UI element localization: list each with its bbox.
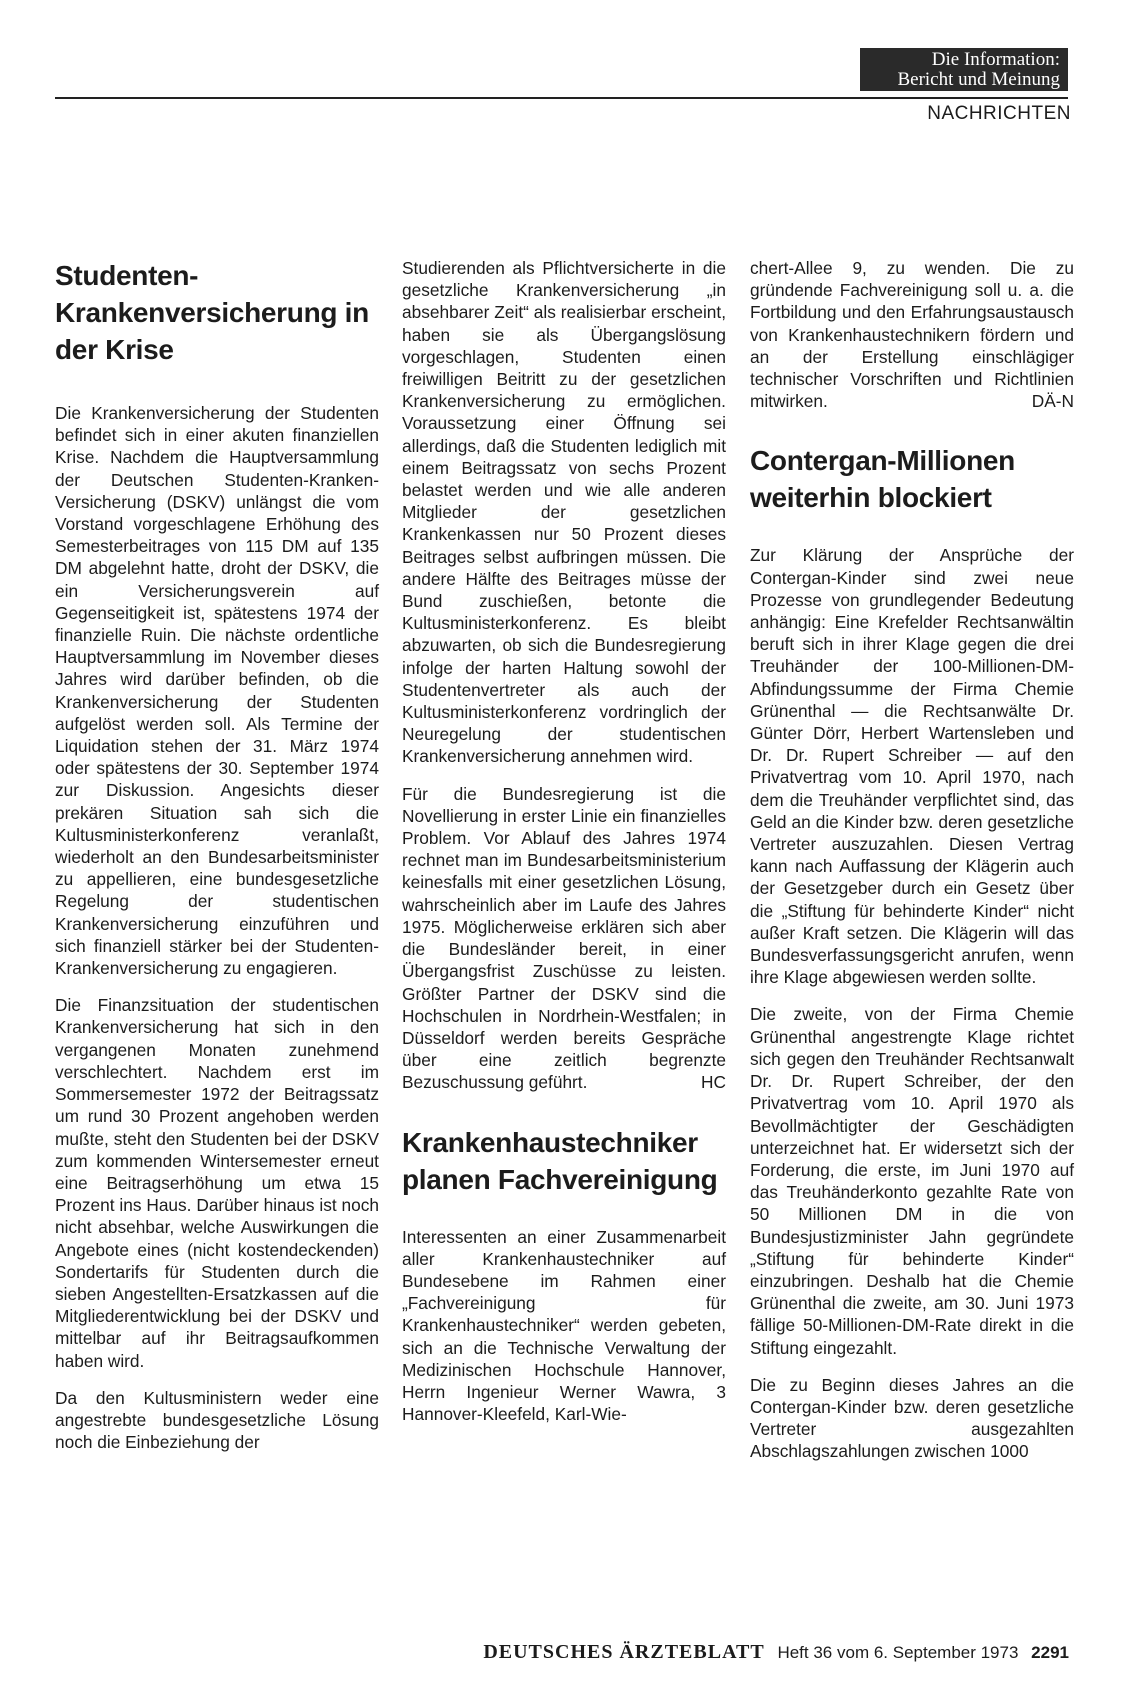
paragraph: Studierenden als Pflichtversicherte in die gesetzliche Krankenversicherung „in absehbarer Zeit“ als realisierbar erscheint, haben sie als Übergangslösung vorgeschlagen, Studenten einen freiwilligen Beitritt zu der gesetzlichen Krankenversicherung zu ermöglichen. Voraussetzung einer Öffnung sei allerdings, daß die Studenten lediglich mit einem Beitragssatz von sechs Prozent belastet werden und wie alle anderen Mitglieder der gesetzlichen Krankenkassen nur 50 Prozent dieses Beitrages selbst aufbringen müssen. Die andere Hälfte des Beitrages müsse der Bund zuschießen, betonte die Kultusministerkonferenz. Es bleibt abzuwarten, ob sich die Bundesregierung infolge der harten Haltung sowohl der Studentenvertreter als auch der Kultusministerkonferenz vordringlich der Neuregelung der studentischen Krankenversicherung annehmen wird. <box>402 258 726 767</box>
issue-info: Heft 36 vom 6. September 1973 <box>777 1643 1019 1662</box>
paragraph: Da den Kultusministern weder eine angestrebte bundesgesetzliche Lösung noch die Einbeziehung der <box>55 1387 379 1453</box>
paragraph: Die Krankenversicherung der Studenten befindet sich in einer akuten finanziellen Krise. Nachdem die Hauptversammlung der Deutschen Studenten-Kranken-Versicherung (DSKV) unlängst die vom Vorstand vorgeschlagene Erhöhung des Semesterbeitrages von 115 DM auf 135 DM abgelehnt hatte, droht der DSKV, die ein Versicherungsverein auf Gegenseitigkeit ist, spätestens 1974 der finanzielle Ruin. Die nächste ordentliche Hauptversammlung im November dieses Jahres wird darüber befinden, ob die Krankenversicherung der Studenten aufgelöst werden soll. Als Termine der Liquidation stehen der 31. März 1974 oder spätestens der 30. September 1974 zur Diskussion. Angesichts dieser prekären Situation sah sich die Kultusministerkonferenz veranlaßt, wiederholt an den Bundesarbeitsminister zu appellieren, eine bundesgesetzliche Regelung der studentischen Krankenversicherung einzuführen und sich finanziell stärker bei der Studenten-Krankenversicherung zu engagieren. <box>55 403 379 979</box>
column-3 <box>750 257 1074 1478</box>
page-footer <box>483 1641 1069 1664</box>
column-1 <box>55 257 379 1468</box>
paragraph: Die Finanzsituation der studentischen Krankenversicherung hat sich in den vergangenen Monaten zunehmend verschlechtert. Nachdem erst im Sommersemester 1972 der Beitragssatz um rund 30 Prozent angehoben werden mußte, steht den Studenten bei der DSKV zum kommenden Wintersemester erneut eine Beitragserhöhung um etwa 15 Prozent ins Haus. Darüber hinaus ist noch nicht absehbar, welche Auswirkungen die Angebote eines (nicht kostendeckenden) Sondertarifs für Studenten durch die sieben Angestellten-Ersatzkassen auf die Mitgliederentwicklung bei der DSKV und mittelbar auf ihr Beitragsaufkommen haben wird. <box>55 995 379 1371</box>
paragraph: Die zweite, von der Firma Chemie Grünenthal angestrengte Klage richtet sich gegen den Treuhänder Rechtsanwalt Dr. Dr. Rupert Schreiber, der den Privatvertrag vom 10. April 1970 als Bevollmächtigter der Geschädigten unterzeichnet hat. Er widersetzt sich der Forderung, die erste, im Juni 1970 auf das Treuhänderkonto gezahlte Rate von 50 Millionen DM in die von Bundesjustizminister Jahn gegründete „Stiftung für behinderte Kinder“ einzubringen. Deshalb hat die Chemie Grünenthal die zweite, am 30. Juni 1973 fällige 50-Millionen-DM-Rate direkt in die Stiftung eingezahlt. <box>750 1004 1074 1358</box>
page-number: 2291 <box>1031 1643 1069 1662</box>
rubric-box <box>860 48 1068 91</box>
paragraph <box>402 783 726 1094</box>
headline-contergan: Contergan-Millionen weiterhin blockiert <box>750 445 1015 514</box>
signature-daen: DÄ-N <box>1031 391 1074 412</box>
journal-title: DEUTSCHES ÄRZTEBLATT <box>483 1641 765 1663</box>
paragraph: Die zu Beginn dieses Jahres an die Contergan-Kinder bzw. deren gesetzliche Vertreter ausgezahlten Abschlagszahlungen zwischen 1000 <box>750 1374 1074 1462</box>
paragraph-text: chert-Allee 9, zu wenden. Die zu gründende Fachvereinigung soll u. a. die Fortbildung und den Erfahrungsaustausch von Krankenhaustechnikern fördern und an der Erstellung einschlägiger technischer Vorschriften und Richtlinien mitwirken. <box>750 258 1074 412</box>
signature-hc: HC <box>701 1072 726 1093</box>
rubric-line-2: Bericht und Meinung <box>897 69 1060 90</box>
headline-studenten: Studenten-Krankenversicherung in der Krise <box>55 260 369 365</box>
column-2 <box>402 257 726 1440</box>
paragraph <box>750 257 1074 412</box>
headline-krankenhaustechniker: Krankenhaustechniker planen Fachvereinigung <box>402 1126 718 1195</box>
header-rule <box>55 97 1068 99</box>
rubric-line-1: Die Information: <box>931 49 1060 70</box>
paragraph: Zur Klärung der Ansprüche der Contergan-Kinder sind zwei neue Prozesse von grundlegender Bedeutung anhängig: Eine Krefelder Rechtsanwältin beruft sich in ihrer Klage gegen die drei Treuhänder der 100-Millionen-DM-Abfindungssumme der Firma Chemie Grünenthal — die Rechtsanwälte Dr. Günter Dörr, Herbert Wartensleben und Dr. Dr. Rupert Schreiber — auf den Privatvertrag vom 10. April 1970, nach dem die Treuhänder verpflichtet sind, das Geld an die Kinder bzw. deren gesetzliche Vertreter auszuzahlen. Diesen Vertrag kann nach Auffassung der Klägerin auch der Gesetzgeber durch ein Gesetz über die „Stiftung für behinderte Kinder“ nicht außer Kraft setzen. Die Klägerin will das Bundesverfassungsgericht anrufen, wenn ihre Klage abgewiesen werden sollte. <box>750 545 1074 988</box>
section-label: NACHRICHTEN <box>927 103 1071 124</box>
paragraph: Interessenten an einer Zusammenarbeit aller Krankenhaustechniker auf Bundesebene im Rahmen einer „Fachvereinigung für Krankenhaustechniker“ werden gebeten, sich an die Technische Verwaltung der Medizinischen Hochschule Hannover, Herrn Ingenieur Werner Wawra, 3 Hannover-Kleefeld, Karl-Wie- <box>402 1226 726 1425</box>
paragraph-text: Für die Bundesregierung ist die Novellierung in erster Linie ein finanzielles Problem. Vor Ablauf des Jahres 1974 rechnet man im Bundesarbeitsministerium keinesfalls mit einer gesetzlichen Lösung, wahrscheinlich aber im Laufe des Jahres 1975. Möglicherweise erklären sich aber die Bundesländer bereit, in einer Übergangsfrist Zuschüsse zu leisten. Größter Partner der DSKV sind die Hochschulen in Nordrhein-Westfalen; in Düsseldorf werden bereits Gespräche über eine zeitlich begrenzte Bezuschussung geführt. <box>402 783 726 1093</box>
